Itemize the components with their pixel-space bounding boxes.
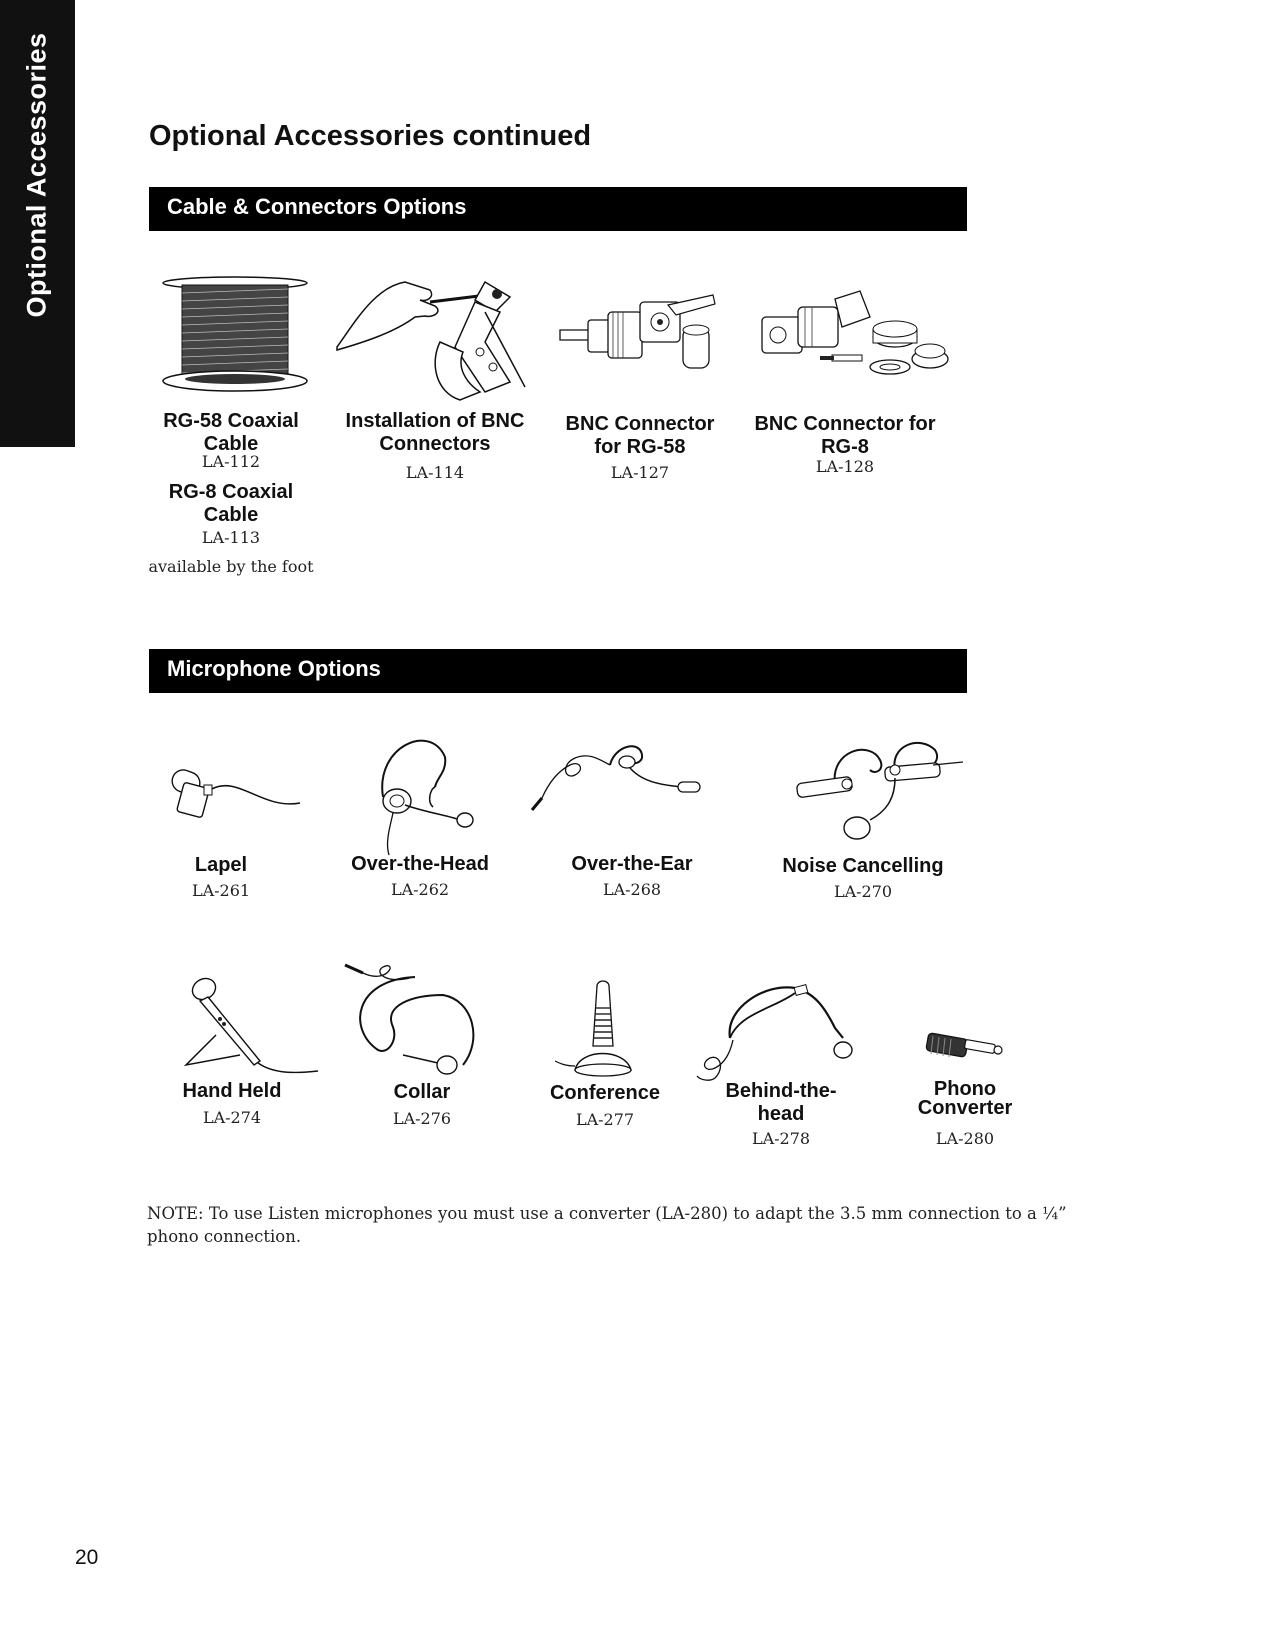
bnc-crimp-tool-illustration (335, 272, 530, 402)
item-code: LA-261 (191, 881, 251, 900)
over-the-ear-mic-illustration (530, 740, 710, 815)
item-name-line1: Behind-the- (725, 1080, 837, 1102)
section-header-cables: Cable & Connectors Options (149, 187, 967, 231)
cable-item-bnc-install (346, 410, 525, 484)
item-name: Lapel (194, 854, 248, 876)
bnc-connector-rg58-illustration (558, 290, 718, 375)
item-code: LA-268 (602, 880, 662, 899)
item-note: available by the foot (148, 557, 314, 576)
phono-converter-illustration (925, 1028, 1005, 1068)
item-code: LA-276 (392, 1109, 452, 1128)
item-name-line2: Connectors (379, 433, 491, 455)
item-name-line1: RG-58 Coaxial (163, 410, 299, 432)
converter-note: NOTE: To use Listen microphones you must use a converter (LA-280) to adapt the 3.5 mm connection to a ¼” phono connection. (147, 1204, 1067, 1246)
item-name-line1: Installation of BNC (345, 410, 525, 432)
item-name: Over-the-Ear (571, 853, 693, 875)
side-tab-label: Optional Accessories (21, 32, 52, 318)
page-title: Optional Accessories continued (149, 120, 592, 152)
item-code: LA-112 (201, 452, 261, 471)
item-code: LA-114 (405, 463, 465, 482)
mic-item-conference (550, 1082, 660, 1131)
item-name-line2: Cable (203, 504, 259, 526)
cable-item-rg58 (163, 410, 299, 473)
item-code: LA-270 (833, 882, 893, 901)
coaxial-cable-spool-illustration (160, 275, 310, 395)
mic-item-hand-held (183, 1080, 282, 1129)
item-name-line1: RG-8 Coaxial (168, 481, 294, 503)
item-name-line2: head (757, 1103, 805, 1125)
item-name-line2: Cable (203, 433, 259, 455)
noise-cancelling-mic-illustration (795, 740, 965, 840)
item-name-line2: RG-8 (821, 436, 869, 458)
mic-item-noise-cancelling (782, 855, 943, 903)
collar-mic-illustration (343, 955, 493, 1085)
item-code: LA-128 (815, 457, 875, 476)
cable-item-bnc-rg8 (754, 413, 935, 478)
bnc-connector-rg8-illustration (760, 287, 960, 387)
mic-item-collar (393, 1081, 451, 1130)
section-header-microphones: Microphone Options (149, 649, 967, 693)
item-code: LA-262 (390, 880, 450, 899)
over-the-head-mic-illustration (375, 727, 485, 857)
mic-item-lapel (192, 854, 250, 902)
item-name: Hand Held (182, 1080, 282, 1102)
cable-item-rg8 (148, 481, 313, 578)
item-name: Over-the-Head (351, 853, 489, 875)
mic-item-over-the-head (351, 853, 489, 901)
item-code: LA-127 (610, 463, 670, 482)
cable-item-bnc-rg58 (566, 413, 715, 484)
item-code: LA-278 (751, 1129, 811, 1148)
item-code: LA-113 (201, 528, 261, 547)
item-name-line2: for RG-58 (594, 436, 686, 458)
side-tab (0, 0, 75, 447)
conference-mic-illustration (555, 978, 655, 1083)
item-name-line1: BNC Connector for (754, 413, 936, 435)
item-name-line1: BNC Connector (565, 413, 715, 435)
item-name: Collar (393, 1081, 451, 1103)
item-name-line2: Converter (917, 1097, 1013, 1119)
mic-item-phono-converter (918, 1080, 1012, 1150)
item-name-line1: Phono (933, 1078, 997, 1100)
behind-the-head-mic-illustration (695, 978, 865, 1083)
item-name: Noise Cancelling (782, 855, 944, 877)
mic-item-behind-the-head (725, 1080, 836, 1150)
item-code: LA-280 (935, 1129, 995, 1148)
hand-held-mic-illustration (180, 975, 320, 1085)
mic-item-over-the-ear (571, 853, 692, 901)
lapel-mic-illustration (168, 765, 303, 830)
item-name: Conference (549, 1082, 661, 1104)
item-code: LA-277 (575, 1110, 635, 1129)
page-number: 20 (75, 1546, 99, 1569)
item-code: LA-274 (202, 1108, 262, 1127)
